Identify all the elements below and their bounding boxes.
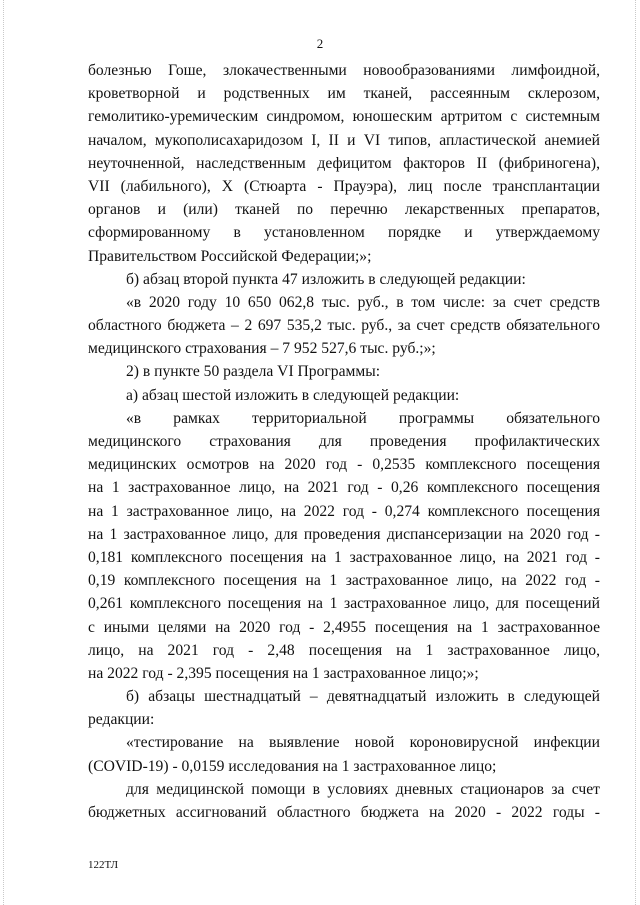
text-line: на 2022 год - 2,395 посещения на 1 застрахованное лицо;»; (88, 664, 479, 682)
text-line: началом, мукополисахаридозом I, II и VI типов, апластической анемией (88, 131, 600, 149)
text-line: с иными целями на 2020 год - 2,4955 посещения на 1 застрахованное (88, 618, 600, 636)
text-line: лицо, на 2021 год - 2,48 посещения на 1 застрахованное лицо, (88, 641, 600, 659)
text-line: 0,19 комплексного посещения на 1 застрахованное лицо, на 2022 год - (88, 572, 600, 590)
text-line: органов и (или) тканей по перечню лекарственных препаратов, (88, 201, 600, 219)
text-line: болезнью Гоше, злокачественными новообразованиями лимфоидной, (88, 62, 600, 79)
text-line: областного бюджета – 2 697 535,2 тыс. руб., за счет средств обязательного (88, 317, 600, 335)
text-line: на 1 застрахованное лицо, для проведения диспансеризации на 2020 год - (88, 525, 600, 543)
document-body (88, 59, 600, 824)
text-line: б) абзац второй пункта 47 изложить в следующей редакции: (126, 270, 526, 288)
text-line: медицинского страхования – 7 952 527,6 тыс. руб.;»; (88, 340, 436, 358)
text-line: сформированному в установленном порядке и утверждаемому (88, 224, 600, 242)
text-line: 0,181 комплексного посещения на 1 застрахованное лицо, на 2021 год - (88, 548, 600, 566)
text-line: редакции: (88, 711, 155, 729)
text-line: медицинских осмотров на 2020 год - 0,2535 комплексного посещения (88, 456, 600, 474)
text-line: бюджетных ассигнований областного бюджета на 2020 - 2022 годы - (88, 804, 600, 821)
text-line: медицинского страхования для проведения профилактических (88, 433, 600, 450)
text-line: кроветворной и родственных им тканей, рассеянным склерозом, (88, 85, 600, 103)
text-line: VII (лабильного), X (Стюарта - Прауэра), лиц после трансплантации (88, 177, 600, 195)
text-line: «в 2020 году 10 650 062,8 тыс. руб., в том числе: за счет средств (126, 293, 600, 311)
text-line: Правительством Российской Федерации;»; (88, 247, 372, 265)
text-line: на 1 застрахованное лицо, на 2022 год - 0,274 комплексного посещения (88, 502, 600, 520)
text-line: (COVID-19) - 0,0159 исследования на 1 застрахованное лицо; (88, 757, 497, 775)
text-line: неуточненной, наследственным дефицитом факторов II (фибриногена), (88, 154, 600, 172)
text-line: б) абзацы шестнадцатый – девятнадцатый изложить в следующей (126, 688, 600, 706)
text-line: гемолитико-уремическим синдромом, юношеским артритом с системным (88, 108, 600, 126)
text-line: для медицинской помощи в условиях дневных стационаров за счет (126, 780, 600, 798)
page-number: 2 (316, 36, 324, 51)
text-line: а) абзац шестой изложить в следующей редакции: (126, 386, 460, 404)
text-line: «тестирование на выявление новой короновирусной инфекции (126, 734, 600, 752)
text-line: 0,261 комплексного посещения на 1 застрахованное лицо, для посещений (88, 595, 600, 613)
document-code: 122ТЛ (88, 859, 119, 871)
text-line: «в рамках территориальной программы обязательного (126, 409, 600, 427)
text-line: на 1 застрахованное лицо, на 2021 год - 0,26 комплексного посещения (88, 479, 600, 497)
text-line: 2) в пункте 50 раздела VI Программы: (126, 363, 381, 381)
scan-edge-left (3, 0, 5, 905)
scan-edge-right (635, 0, 637, 905)
